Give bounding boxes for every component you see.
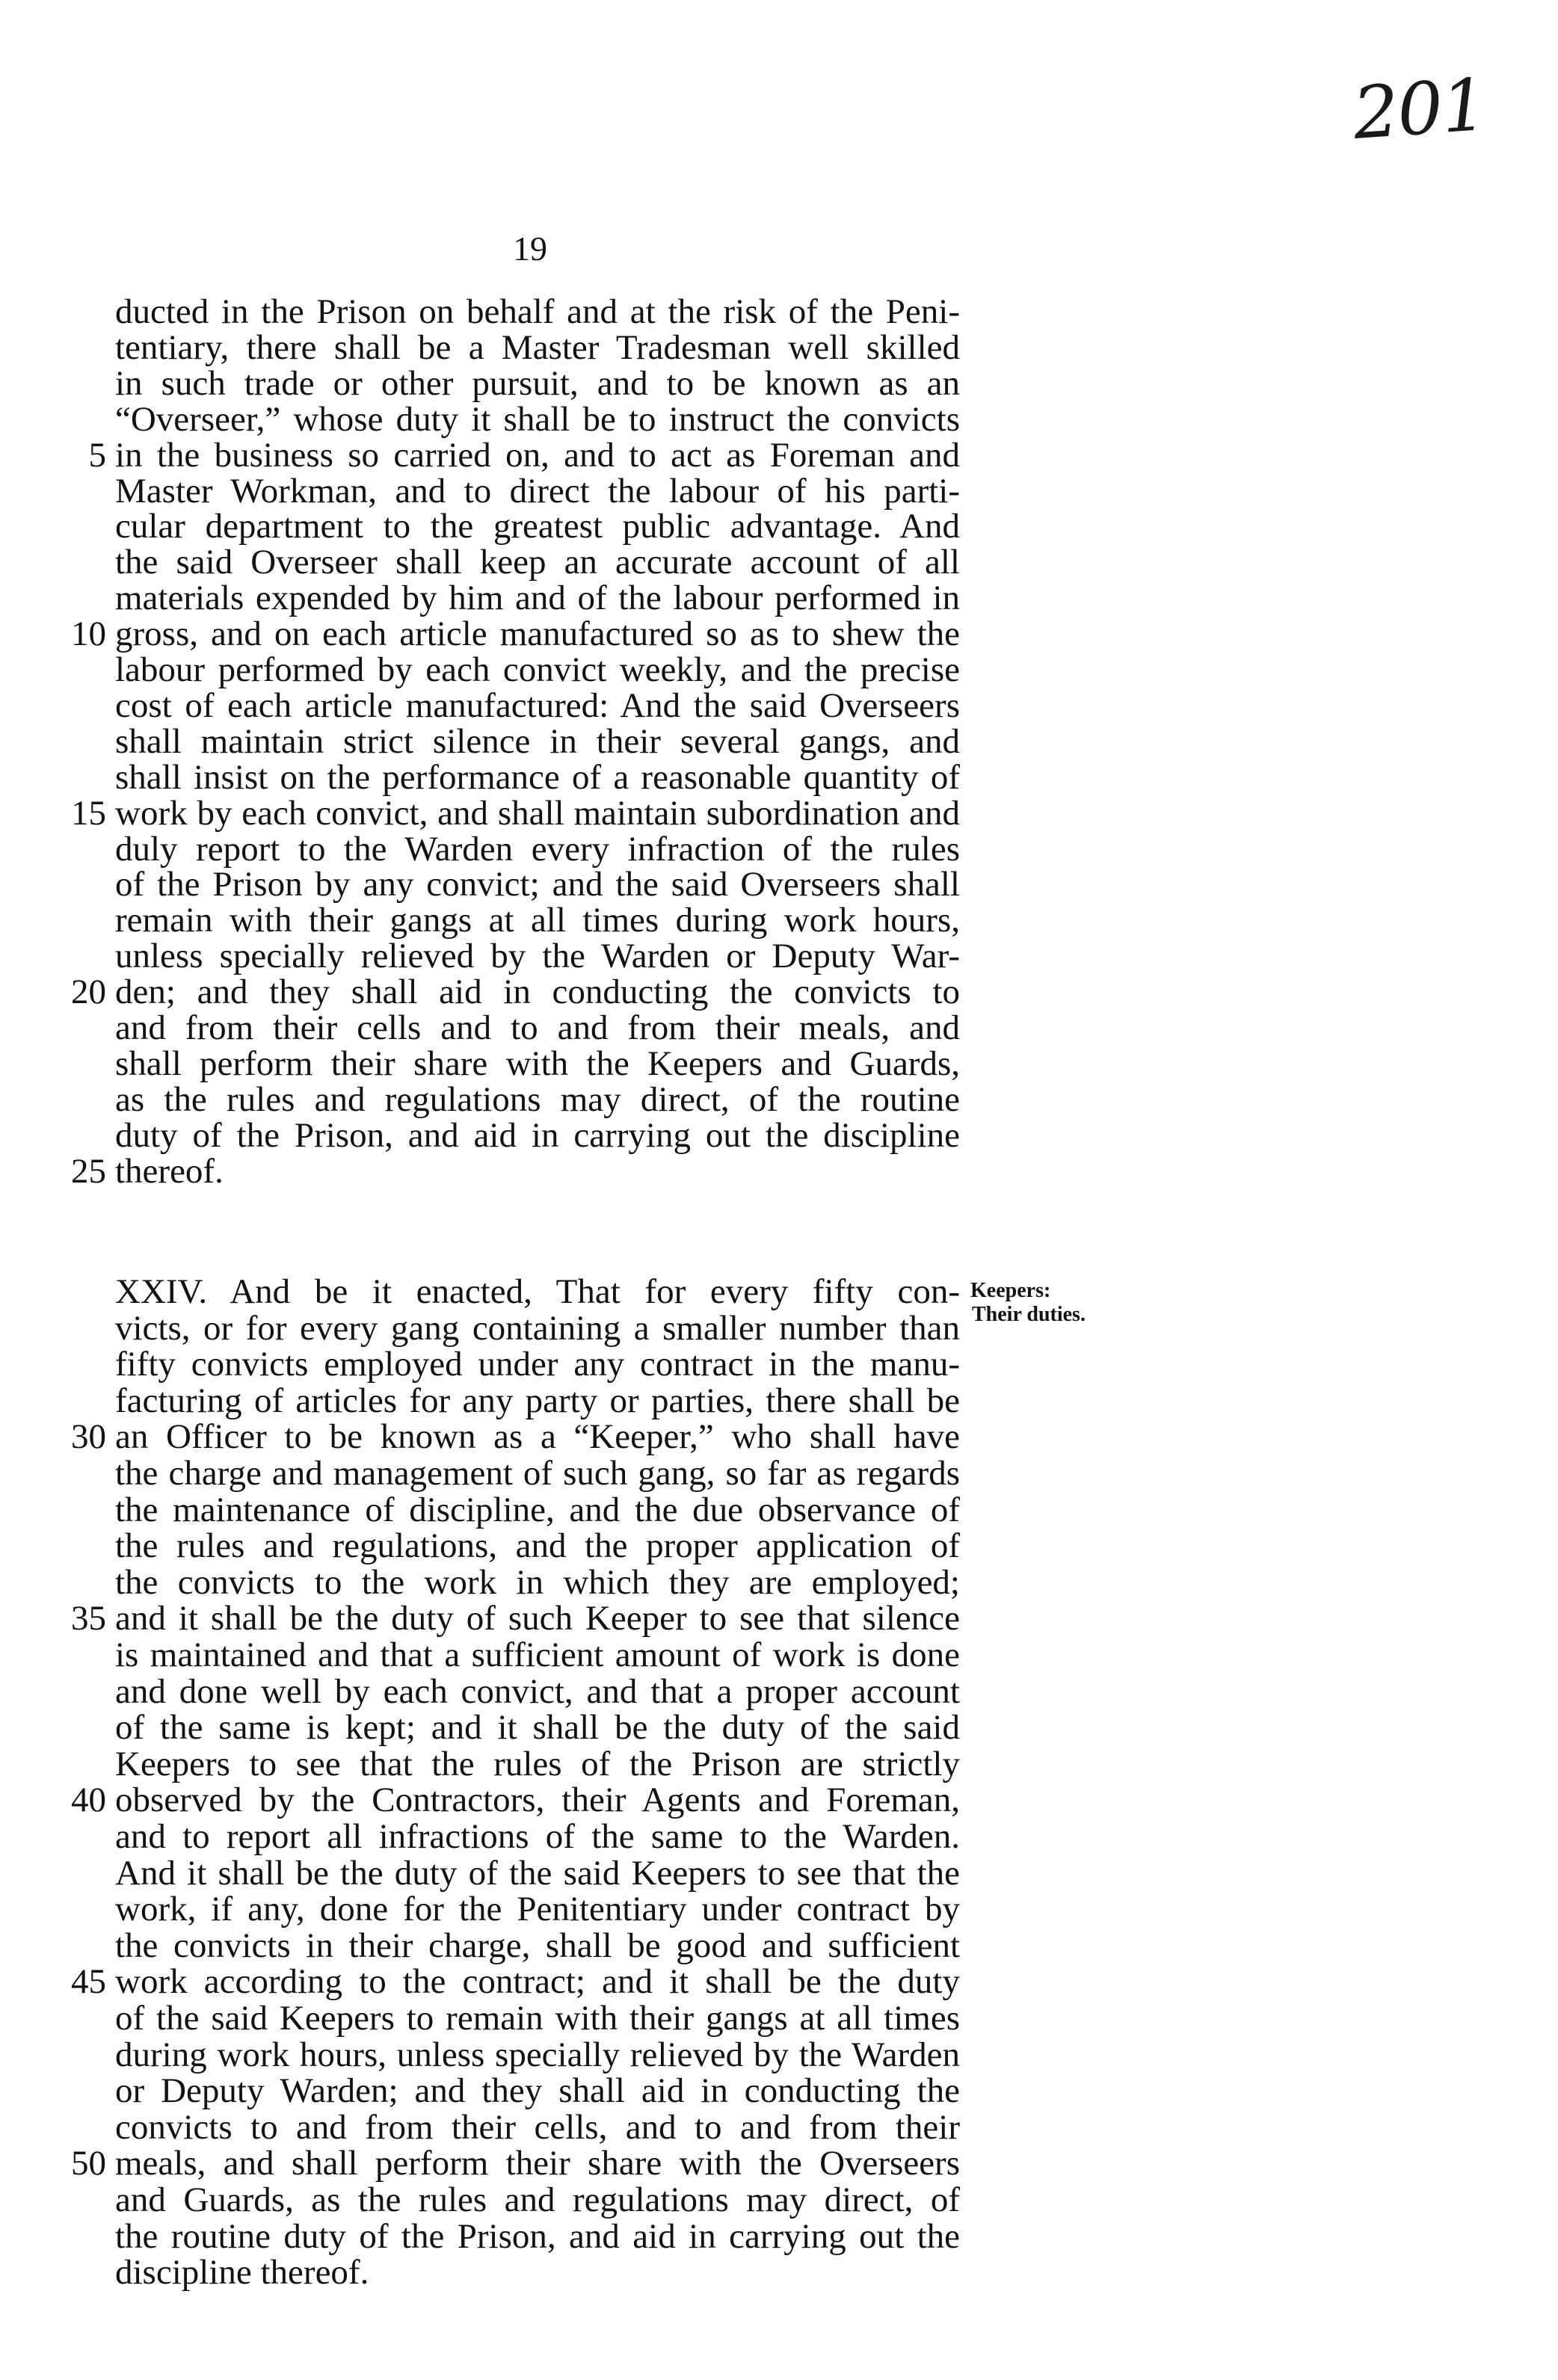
text-line: and from their cells and to and from their meals, and bbox=[115, 1008, 960, 1047]
text-line: “Overseer,” whose duty it shall be to instruct the convicts bbox=[115, 399, 960, 439]
line-number: 20 bbox=[71, 972, 106, 1012]
page-number: 19 bbox=[513, 229, 547, 268]
text-line: and it shall be the duty of such Keeper to see that silence bbox=[115, 1599, 960, 1638]
text-line: Keepers to see that the rules of the Prison are strictly bbox=[115, 1744, 960, 1784]
text-line: victs, or for every gang containing a smaller number than bbox=[115, 1308, 960, 1348]
line-number: 35 bbox=[71, 1599, 106, 1638]
text-line: work, if any, done for the Penitentiary under contract by bbox=[115, 1890, 960, 1929]
line-number: 15 bbox=[71, 793, 106, 833]
text-line: the rules and regulations, and the proper application of bbox=[115, 1526, 960, 1566]
text-line: is maintained and that a sufficient amount of work is done bbox=[115, 1636, 960, 1674]
text-line: ducted in the Prison on behalf and at the risk of the Peni- bbox=[115, 292, 960, 331]
text-line: work according to the contract; and it shall be the duty bbox=[115, 1962, 960, 2002]
text-line: of the said Keepers to remain with their gangs at all times bbox=[115, 1999, 960, 2038]
text-line: observed by the Contractors, their Agents and Foreman, bbox=[115, 1781, 960, 1820]
text-line: the said Overseer shall keep an accurate account of all bbox=[115, 543, 960, 582]
text-line: and Guards, as the rules and regulations may direct, of bbox=[115, 2180, 960, 2219]
text-line: the convicts in their charge, shall be good and sufficient bbox=[115, 1926, 960, 1965]
text-line: the charge and management of such gang, so far as regards bbox=[115, 1454, 960, 1493]
text-line: of the Prison by any convict; and the said Overseers shall bbox=[115, 865, 960, 904]
text-line: the convicts to the work in which they are employed; bbox=[115, 1562, 960, 1602]
text-line: den; and they shall aid in conducting the convicts to bbox=[115, 972, 960, 1012]
line-number: 45 bbox=[71, 1962, 106, 2002]
marginal-note-subtitle: Their duties. bbox=[972, 1303, 1086, 1326]
text-line: during work hours, unless specially relieved by the Warden bbox=[115, 2035, 960, 2074]
handwritten-folio-number: 201 bbox=[1350, 62, 1488, 156]
text-line: an Officer to be known as a “Keeper,” who shall have bbox=[115, 1417, 960, 1457]
text-line: cost of each article manufactured: And the said Overseers bbox=[115, 685, 960, 725]
text-line: or Deputy Warden; and they shall aid in conducting the bbox=[115, 2071, 960, 2111]
text-line: shall maintain strict silence in their several gangs, and bbox=[115, 721, 960, 761]
text-line: and to report all infractions of the same to the Warden. bbox=[115, 1817, 960, 1856]
text-line: the routine duty of the Prison, and aid in carrying out the bbox=[115, 2216, 960, 2256]
text-line: and done well by each convict, and that a proper account bbox=[115, 1671, 960, 1711]
text-line: cular department to the greatest public advantage. And bbox=[115, 507, 960, 546]
text-line: materials expended by him and of the labour performed in bbox=[115, 579, 960, 618]
text-line: work by each convict, and shall maintain subordination and bbox=[115, 793, 960, 833]
line-number: 10 bbox=[71, 614, 106, 654]
text-line: discipline thereof. bbox=[115, 2253, 369, 2293]
text-line: tentiary, there shall be a Master Tradesman well skilled bbox=[115, 327, 960, 367]
text-line: in such trade or other pursuit, and to be known as an bbox=[115, 363, 960, 403]
text-line: convicts to and from their cells, and to and from their bbox=[115, 2107, 960, 2147]
text-line: Master Workman, and to direct the labour of his parti- bbox=[115, 471, 960, 511]
text-line: shall insist on the performance of a reasonable quantity of bbox=[115, 757, 960, 797]
text-line: remain with their gangs at all times during work hours, bbox=[115, 901, 960, 940]
text-line: duty of the Prison, and aid in carrying out the discipline bbox=[115, 1115, 960, 1155]
text-line: XXIV. And be it enacted, That for every fifty con- bbox=[115, 1272, 960, 1311]
text-line: in the business so carried on, and to act as Foreman and bbox=[115, 435, 960, 475]
text-line: of the same is kept; and it shall be the duty of the said bbox=[115, 1708, 960, 1748]
text-line: thereof. bbox=[115, 1151, 224, 1191]
text-line: duly report to the Warden every infraction of the rules bbox=[115, 829, 960, 869]
line-number: 30 bbox=[71, 1417, 106, 1457]
line-number: 40 bbox=[71, 1781, 106, 1820]
text-line: And it shall be the duty of the said Keepers to see that the bbox=[115, 1853, 960, 1893]
text-line: labour performed by each convict weekly, and the precise bbox=[115, 650, 960, 689]
line-number: 25 bbox=[71, 1151, 106, 1191]
line-number: 50 bbox=[71, 2144, 106, 2183]
text-line: fifty convicts employed under any contract in the manu- bbox=[115, 1345, 960, 1384]
text-line: meals, and shall perform their share with the Overseers bbox=[115, 2144, 960, 2183]
marginal-note-title: Keepers: bbox=[970, 1279, 1051, 1302]
text-line: unless specially relieved by the Warden or Deputy War- bbox=[115, 937, 960, 976]
text-line: as the rules and regulations may direct, of the routine bbox=[115, 1079, 960, 1119]
text-line: gross, and on each article manufactured so as to shew the bbox=[115, 614, 960, 654]
line-number: 5 bbox=[88, 435, 106, 475]
text-line: shall perform their share with the Keepers and Guards, bbox=[115, 1043, 960, 1083]
text-line: facturing of articles for any party or parties, there shall be bbox=[115, 1381, 960, 1420]
text-line: the maintenance of discipline, and the due observance of bbox=[115, 1490, 960, 1529]
